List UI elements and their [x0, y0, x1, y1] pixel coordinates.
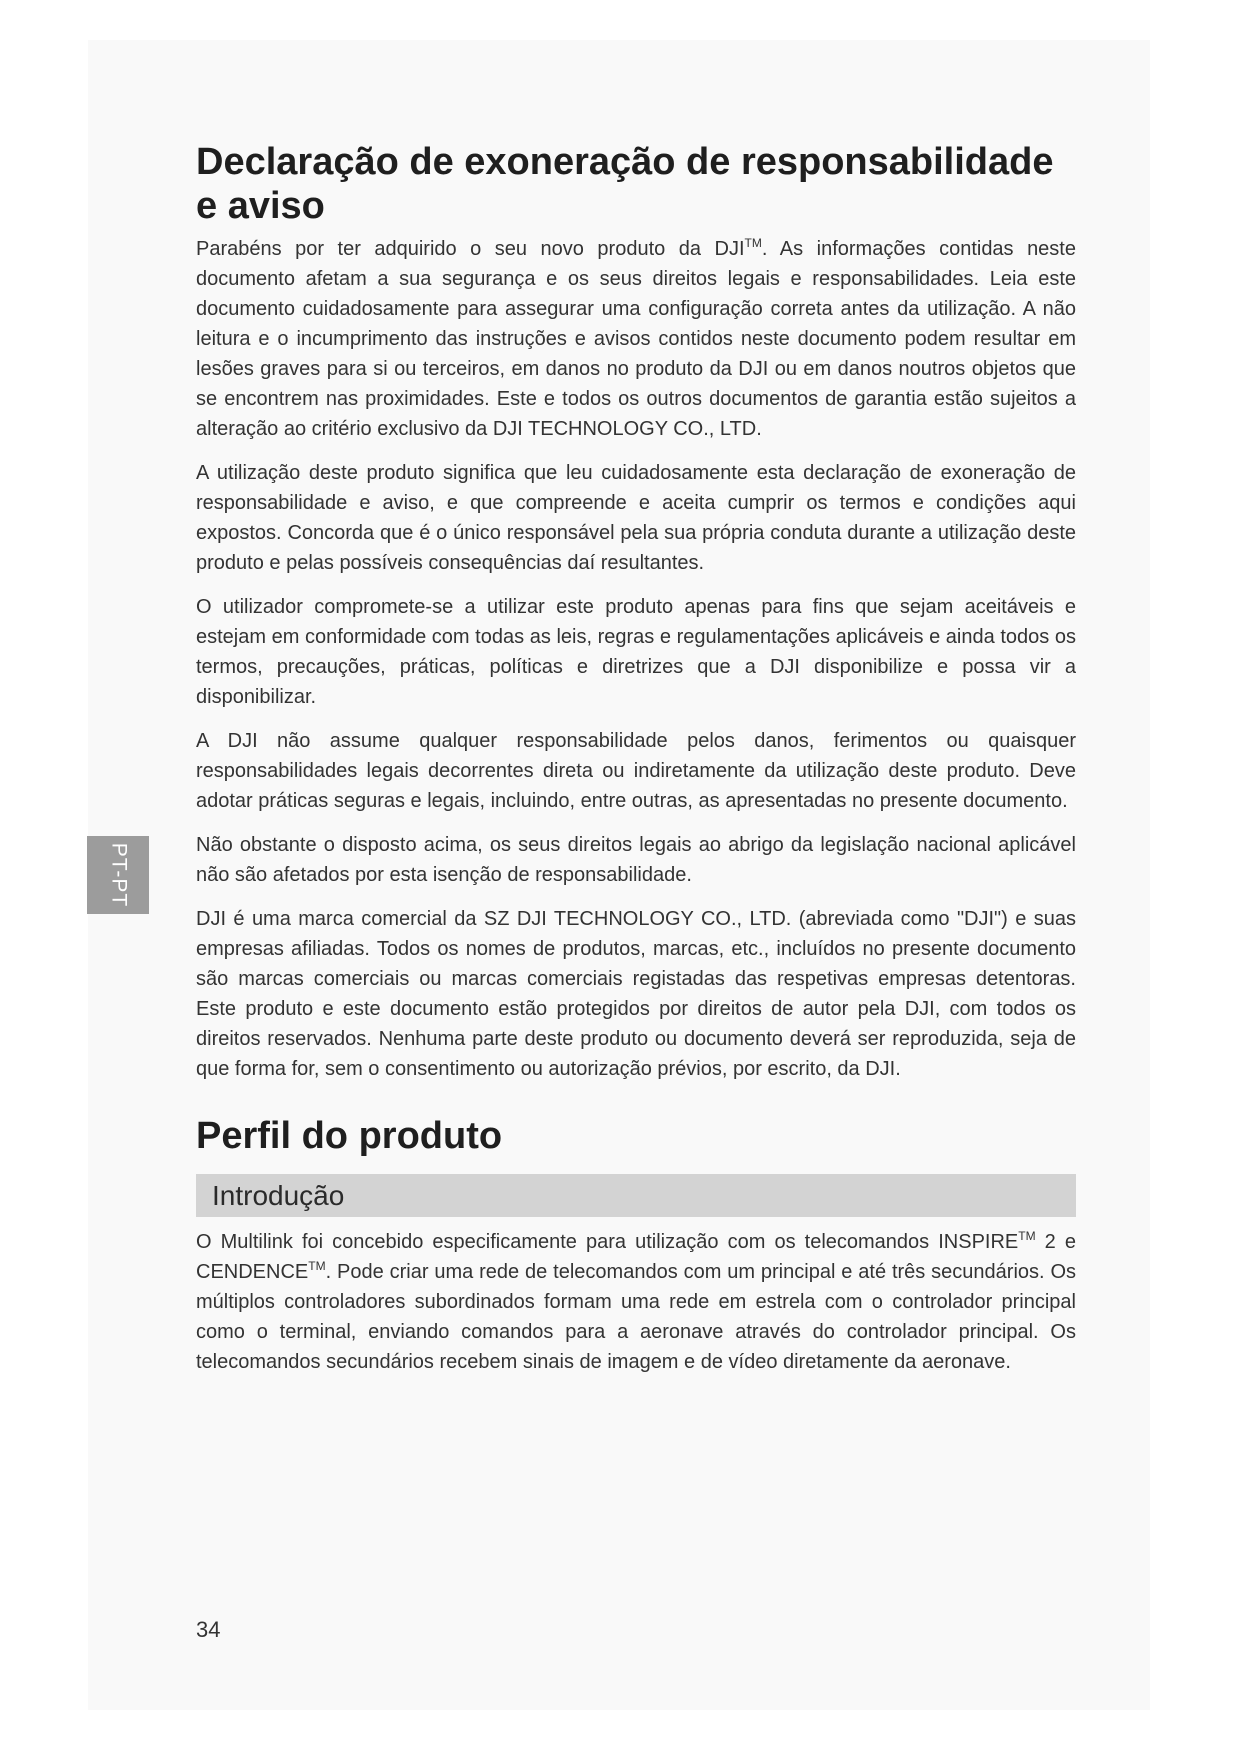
- trademark-mark: TM: [744, 236, 762, 250]
- disclaimer-paragraph-4: A DJI não assume qualquer responsabilidade pelos danos, ferimentos ou quaisquer responsabilidades legais decorrentes direta ou indiretamente da utilização deste produto. Deve adotar práticas seguras e legais, incluindo, entre outras, as apresentadas no presente documento.: [196, 730, 1076, 812]
- language-tab-label: PT-PT: [107, 842, 131, 908]
- disclaimer-paragraph-2: A utilização deste produto significa que leu cuidadosamente esta declaração de exoneração de responsabilidade e aviso, e que compreende e aceita cumprir os termos e condições aqui expostos. Concorda que é o único responsável pela sua própria conduta durante a utilização deste produto e pelas possíveis consequências daí resultantes.: [196, 462, 1076, 574]
- disclaimer-paragraph-6: DJI é uma marca comercial da SZ DJI TECHNOLOGY CO., LTD. (abreviada como "DJI") e suas empresas afiliadas. Todos os nomes de produtos, marcas, etc., incluídos no presente documento são marcas comerciais ou marcas comerciais registadas das respetivas empresas detentoras. Este produto e este documento estão protegidos por direitos de autor pela DJI, com todos os direitos reservados. Nenhuma parte deste produto ou documento deverá ser reproduzida, seja de que forma for, sem o consentimento ou autorização prévios, por escrito, da DJI.: [196, 908, 1076, 1080]
- intro-text-start: O Multilink foi concebido especificamente para utilização com os telecomandos INSPIRE: [196, 1231, 1019, 1253]
- introduction-heading: Introdução: [212, 1179, 345, 1211]
- trademark-mark: TM: [1018, 1229, 1036, 1243]
- disclaimer-paragraph-1: [196, 234, 1076, 444]
- disclaimer-title: Declaração de exoneração de responsabilidade e aviso: [196, 141, 1054, 227]
- introduction-heading-bar: [196, 1174, 1076, 1217]
- product-profile-title: Perfil do produto: [196, 1115, 503, 1157]
- disclaimer-p1-rest: . As informações contidas neste documento afetam a sua segurança e os seus direitos legais e responsabilidades. Leia este documento cuidadosamente para assegurar uma configuração correta antes da utilização. A não leitura e o incumprimento das instruções e avisos contidos neste documento podem resultar em lesões graves para si ou terceiros, em danos no produto da DJI ou em danos noutros objetos que se encontrem nas proximidades. Este e todos os outros documentos de garantia estão sujeitos a alteração ao critério exclusivo da DJI TECHNOLOGY CO., LTD.: [196, 238, 1076, 440]
- intro-text-rest: . Pode criar uma rede de telecomandos com um principal e até três secundários. Os múltiplos controladores subordinados formam uma rede em estrela com o controlador principal como o terminal, enviando comandos para a aeronave através do controlador principal. Os telecomandos secundários recebem sinais de imagem e de vídeo diretamente da aeronave.: [196, 1261, 1076, 1373]
- trademark-mark: TM: [308, 1259, 326, 1273]
- introduction-paragraph: [196, 1227, 1076, 1377]
- page-number: 34: [196, 1617, 221, 1642]
- disclaimer-paragraph-5: Não obstante o disposto acima, os seus direitos legais ao abrigo da legislação nacional aplicável não são afetados por esta isenção de responsabilidade.: [196, 834, 1076, 886]
- page-content: [196, 140, 1076, 1391]
- disclaimer-paragraph-3: O utilizador compromete-se a utilizar este produto apenas para fins que sejam aceitáveis e estejam em conformidade com todas as leis, regras e regulamentações aplicáveis e ainda todos os termos, precauções, práticas, políticas e diretrizes que a DJI disponibilize e possa vir a disponibilizar.: [196, 596, 1076, 708]
- intro-text-middle: 2 e CENDENCE: [196, 1231, 1076, 1283]
- language-tab: [87, 836, 149, 914]
- disclaimer-p1-start: Parabéns por ter adquirido o seu novo produto da DJI: [196, 238, 745, 260]
